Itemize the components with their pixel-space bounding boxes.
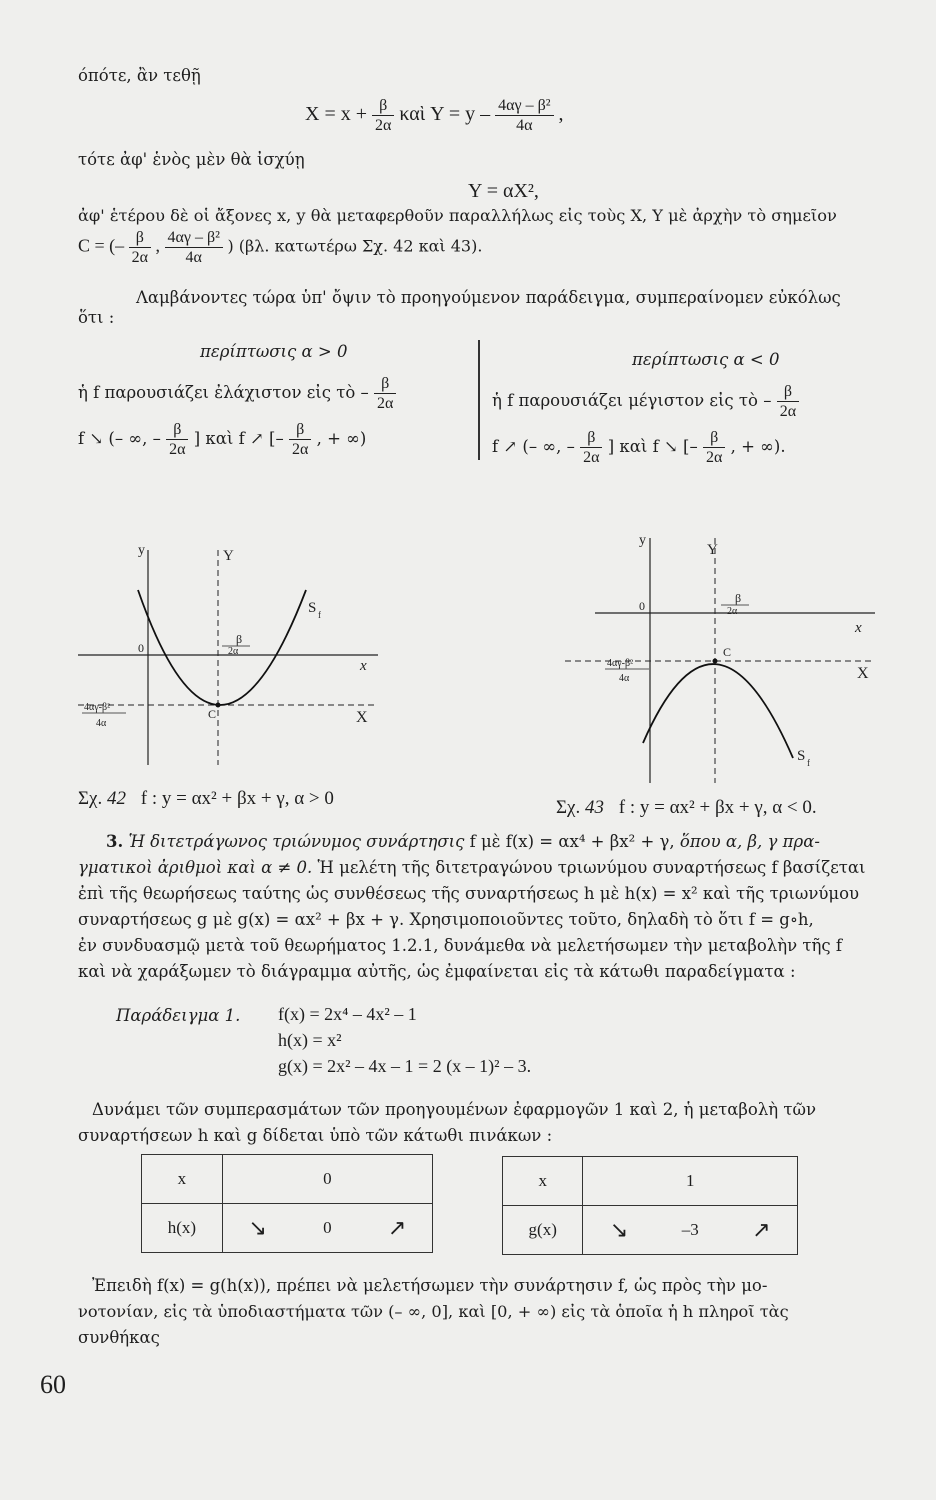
caption-number: 43	[585, 797, 604, 818]
table-row	[142, 1204, 433, 1253]
eq-part: X = x +	[305, 103, 368, 126]
vertex-point	[713, 659, 718, 664]
caption-formula: f : y = αx² + βx + γ, α < 0.	[618, 797, 817, 818]
curve-label-sub: f	[318, 610, 321, 620]
text-part: ] καὶ f ↘ [–	[607, 437, 698, 456]
table-cell: h(x)	[142, 1204, 223, 1253]
text-part: ἡ f παρουσιάζει μέγιστον εἰς τὸ –	[492, 391, 772, 410]
text-line: Δυνάμει τῶν συμπερασμάτων τῶν προηγουμένων ἐφαρμογῶν 1 καὶ 2, ἡ μεταβολὴ τῶν	[92, 1100, 817, 1119]
X-axis-label: X	[356, 709, 368, 726]
caption-formula: f : y = αx² + βx + γ, α > 0	[140, 788, 334, 809]
text-line: συναρτήσεων h καὶ g δίδεται ὑπὸ τῶν κάτωθι πινάκων :	[78, 1126, 553, 1145]
fraction	[580, 428, 602, 467]
numerator: β	[372, 96, 394, 116]
curve-label: S	[308, 600, 317, 616]
table-cell: 0	[293, 1204, 362, 1253]
fraction	[777, 382, 799, 421]
table-row	[142, 1155, 433, 1204]
case-monotonicity	[78, 420, 366, 459]
table-cell	[362, 1155, 432, 1204]
vertex-label: C	[723, 645, 732, 659]
example-g: g(x) = 2x² – 4x – 1 = 2 (x – 1)² – 3.	[278, 1056, 532, 1076]
section-3-line: καὶ νὰ χαράξωμεν τὸ διάγραμμα αὐτῆς, ὡς ἐμφαίνεται εἰς τὰ κάτωθι παραδείγματα :	[78, 962, 796, 981]
numerator: β	[166, 420, 188, 440]
example-f: f(x) = 2x⁴ – 4x² – 1	[278, 1004, 417, 1024]
table-cell: –3	[655, 1206, 726, 1255]
denominator: 2α	[131, 249, 149, 266]
numerator: β	[580, 428, 602, 448]
table-h-variation	[141, 1154, 433, 1253]
origin-label: 0	[138, 641, 144, 655]
text-part: ] καὶ f ↗ [–	[193, 429, 284, 448]
text-line: ἀφ' ἑτέρου δὲ οἱ ἄξονες x, y θὰ μεταφερθοῦν παραλλήλως εἰς τοὺς X, Y μὲ ἀρχὴν τὸ σημεῖον	[78, 206, 837, 225]
text-line: Λαμβάνοντες τώρα ὑπ' ὄψιν τὸ προηγούμενον παράδειγμα, συμπεραίνομεν εὐκόλως	[136, 288, 841, 307]
eq-part: ,	[558, 103, 564, 126]
text-line: τότε ἀφ' ἑνὸς μὲν θὰ ἰσχύῃ	[78, 150, 305, 169]
section-3-line	[106, 832, 820, 852]
case-title-positive: περίπτωσις α > 0	[200, 342, 348, 361]
beta-num: β	[236, 632, 243, 646]
numerator: β	[374, 374, 396, 394]
table-cell: 0	[293, 1155, 362, 1204]
section-3-line: ἐν συνδυασμῷ μετὰ τοῦ θεωρήματος 1.2.1, δυνάμεθα νὰ μελετήσωμεν τὴν μεταβολὴν τῆς f	[78, 936, 843, 955]
example-label: Παράδειγμα 1.	[116, 1006, 241, 1025]
denominator: 2α	[779, 403, 797, 420]
numerator: 4αγ – β²	[165, 228, 223, 248]
case-minimum-text	[78, 374, 396, 413]
parabola-curve	[643, 664, 793, 758]
case-maximum-text	[492, 382, 799, 421]
table-g-variation	[502, 1156, 798, 1255]
text-part: f ↗ (– ∞, –	[492, 437, 575, 456]
numerator: β	[289, 420, 311, 440]
fraction	[165, 228, 223, 267]
text-part: ἡ f παρουσιάζει ἐλάχιστον εἰς τὸ –	[78, 383, 369, 402]
increasing-arrow-icon: ↗	[726, 1206, 798, 1255]
denominator: 2α	[375, 117, 392, 134]
denominator: 2α	[169, 441, 186, 458]
eq-part: ) (βλ. κατωτέρω Σχ. 42 καὶ 43).	[227, 236, 483, 256]
equation-transform	[305, 96, 564, 135]
beta-den: 2α	[228, 646, 239, 657]
column-divider	[478, 340, 480, 460]
table-row	[503, 1157, 798, 1206]
text-line: όπότε, ἂν τεθῇ	[78, 66, 201, 85]
denominator: 4α	[516, 117, 533, 134]
fraction	[374, 374, 396, 413]
fraction	[289, 420, 311, 459]
example-h: h(x) = x²	[278, 1030, 342, 1050]
eq-part: C = (–	[78, 235, 125, 256]
table-row	[503, 1206, 798, 1255]
figure-43-caption	[556, 797, 817, 819]
fraction	[129, 228, 151, 267]
case-monotonicity	[492, 428, 786, 467]
Y-axis-label: Y	[223, 548, 234, 564]
caption-prefix: Σχ.	[78, 788, 103, 809]
denominator: 2α	[705, 449, 723, 466]
curve-label: S	[797, 748, 806, 764]
numerator: 4αγ – β²	[495, 96, 553, 116]
fraction	[372, 96, 394, 135]
text-part: ὅπου α, β, γ πρα-	[679, 832, 820, 851]
numerator: β	[703, 428, 725, 448]
text-line: ὅτι :	[78, 308, 115, 327]
section-3-line: συναρτήσεως g μὲ g(x) = αx² + βx + γ. Χρησιμοποιοῦντες τοῦτο, δηλαδὴ τὸ ὅτι f = g∘h,	[78, 910, 814, 929]
eq-part: καὶ Y = y –	[399, 103, 491, 126]
y-axis-label: y	[639, 533, 646, 548]
X-axis-label: X	[857, 665, 869, 682]
Y-axis-label: Y	[707, 542, 718, 558]
text-part: f ↘ (– ∞, –	[78, 429, 161, 448]
denominator: 2α	[291, 441, 309, 458]
caption-prefix: Σχ.	[556, 797, 581, 818]
fraction	[166, 420, 188, 459]
text-part: Ἡ μελέτη τῆς διτετραγώνου τριωνύμου συναρτήσεως f βασίζεται	[317, 858, 866, 877]
figure-42-caption	[78, 788, 334, 810]
curve-label-sub: f	[807, 758, 810, 768]
vertex-y-num: 4αγ-β²	[84, 702, 111, 713]
numerator: β	[777, 382, 799, 402]
beta-num: β	[735, 591, 742, 605]
y-axis-label: y	[138, 543, 145, 558]
parabola-curve	[138, 590, 306, 705]
text-part: f μὲ f(x) = αx⁴ + βx² + γ,	[469, 832, 675, 851]
denominator: 4α	[185, 249, 202, 266]
table-cell	[726, 1157, 798, 1206]
x-axis-label: x	[360, 658, 367, 674]
eq-part: ,	[155, 235, 161, 256]
table-cell: g(x)	[503, 1206, 583, 1255]
table-cell: x	[503, 1157, 583, 1206]
table-cell: 1	[655, 1157, 726, 1206]
table-cell: x	[142, 1155, 223, 1204]
beta-den: 2α	[727, 606, 738, 617]
text-part: γματικοὶ ἀριθμοὶ καὶ α ≠ 0.	[78, 858, 313, 877]
fraction	[495, 96, 553, 135]
table-cell	[583, 1157, 655, 1206]
text-line: νοτονίαν, εἰς τὰ ὑποδιαστήματα τῶν (– ∞, 0], καὶ [0, + ∞) εἰς τὰ ὁποῖα ἡ h πληροῖ τὰς	[78, 1302, 789, 1321]
denominator: 2α	[583, 449, 600, 466]
section-number: 3.	[106, 832, 124, 851]
vertex-point	[216, 703, 221, 708]
page-number: 60	[40, 1370, 66, 1399]
increasing-arrow-icon: ↗	[362, 1204, 432, 1253]
numerator: β	[129, 228, 151, 248]
figure-42	[78, 530, 408, 780]
decreasing-arrow-icon: ↘	[583, 1206, 655, 1255]
fraction	[703, 428, 725, 467]
section-title: Ἡ διτετράγωνος τριώνυμος συνάρτησις	[128, 832, 465, 851]
vertex-y-den: 4α	[619, 673, 630, 684]
caption-number: 42	[107, 788, 126, 809]
table-cell	[222, 1155, 292, 1204]
equation-parabola: Y = αX²,	[468, 180, 539, 202]
section-3-line: ἐπὶ τῆς θεωρήσεως ταύτης ὡς συνθέσεως τῆς συναρτήσεως h μὲ h(x) = x² καὶ τῆς τριωνύμου	[78, 884, 860, 903]
text-part: , + ∞)	[316, 429, 367, 448]
origin-label: 0	[639, 599, 645, 613]
equation-vertex	[78, 228, 482, 267]
x-axis-label: x	[855, 620, 862, 636]
figure-43	[565, 528, 905, 788]
text-line: Ἐπειδὴ f(x) = g(h(x)), πρέπει νὰ μελετήσωμεν τὴν συνάρτησιν f, ὡς πρὸς τὴν μο-	[92, 1276, 768, 1295]
case-title-negative: περίπτωσις α < 0	[632, 350, 780, 369]
vertex-y-num: 4αγ-β²	[607, 658, 634, 669]
vertex-y-den: 4α	[96, 718, 107, 729]
text-line: συνθήκας	[78, 1328, 160, 1347]
section-3-line	[78, 858, 865, 878]
vertex-label: C	[208, 707, 217, 721]
text-part: , + ∞).	[730, 437, 786, 456]
decreasing-arrow-icon: ↘	[222, 1204, 292, 1253]
denominator: 2α	[377, 395, 394, 412]
